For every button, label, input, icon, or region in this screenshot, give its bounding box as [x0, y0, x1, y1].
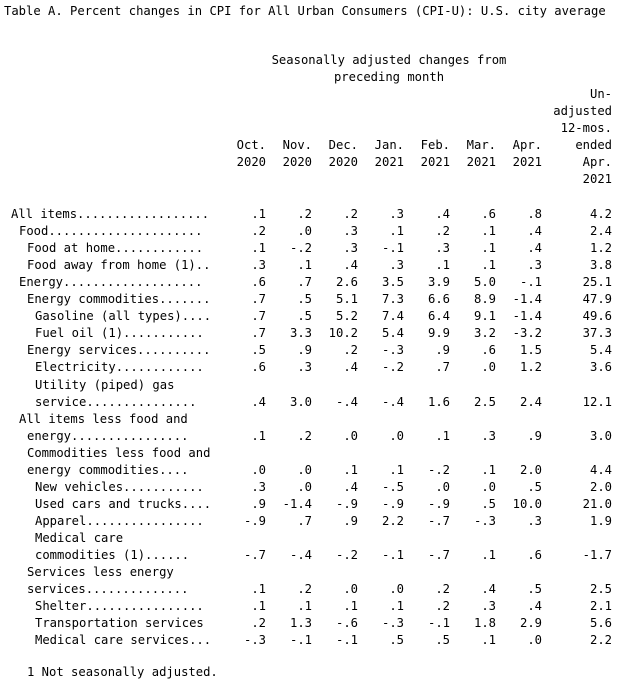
table-cell: .2 [435, 599, 450, 614]
table-cell: -.9 [243, 513, 266, 528]
table-cell: -1.7 [582, 548, 612, 562]
table-cell: 5.2 [335, 309, 358, 324]
table-cell: 37.3 [582, 326, 612, 341]
row-label: Energy commodities....... [27, 292, 211, 307]
table-cell: 2.6 [335, 275, 358, 290]
column-header-year: 2021 [466, 155, 496, 169]
table-cell: .3 [251, 479, 266, 494]
table-cell: 2.2 [381, 513, 404, 528]
table-cell: .0 [343, 582, 358, 597]
row-label: All items less food and [19, 411, 188, 426]
table-cell: .6 [481, 207, 496, 221]
table-cell: .0 [297, 479, 312, 494]
table-cell: .9 [343, 513, 358, 528]
row-label: Food away from home (1).. [27, 258, 211, 273]
table-cell: .1 [251, 599, 266, 614]
table-cell: .0 [527, 633, 542, 648]
table-cell: .2 [343, 343, 358, 358]
table-cell: 2.0 [519, 462, 542, 477]
seasonal-adjusted-header: Seasonally adjusted changes from preceding month [271, 53, 507, 84]
table-cell: .7 [251, 292, 266, 307]
table-cell: -.4 [381, 394, 404, 409]
column-header-7 [513, 137, 542, 171]
row-label: Food at home............ [27, 241, 204, 256]
table-cell: 2.0 [589, 479, 612, 494]
row-label: Used cars and trucks.... [35, 496, 212, 511]
column-header-month: Apr. [512, 138, 542, 152]
table-cell: 3.3 [289, 326, 312, 341]
table-cell: .1 [435, 428, 450, 443]
column-header-month: Jan. [374, 138, 404, 152]
table-cell: .2 [297, 582, 312, 597]
table-cell: -3.2 [512, 326, 542, 341]
table-cell: .2 [435, 224, 450, 239]
table-cell: .1 [435, 258, 450, 273]
table-cell: .4 [527, 224, 542, 239]
table-cell: 1.3 [289, 616, 312, 631]
table-cell: -.2 [335, 548, 358, 562]
table-cell: .3 [251, 258, 266, 273]
table-cell: .1 [343, 462, 358, 477]
table-cell: .4 [481, 582, 496, 597]
table-cell: -1.4 [282, 496, 312, 511]
table-cell: .1 [481, 258, 496, 273]
table-cell: .1 [343, 599, 358, 614]
column-header-year: 2020 [236, 155, 266, 169]
table-cell: -.1 [335, 633, 358, 648]
table-cell: .1 [389, 462, 404, 477]
row-label: Apparel................ [35, 513, 204, 528]
column-header-4 [375, 137, 404, 171]
table-cell: .1 [389, 224, 404, 239]
table-cell: 1.9 [589, 513, 612, 528]
table-cell: .0 [251, 462, 266, 477]
table-cell: .7 [251, 309, 266, 324]
table-cell: 7.3 [381, 292, 404, 307]
column-header-6 [467, 137, 496, 171]
table-cell: -.5 [381, 479, 404, 494]
table-cell: -.2 [289, 241, 312, 256]
row-label: energy commodities.... [27, 462, 189, 477]
column-header-unadjusted: Un- adjusted 12-mos. ended Apr. 2021 [553, 87, 612, 186]
table-cell: .3 [527, 513, 542, 528]
table-cell: 25.1 [582, 275, 612, 290]
table-cell: .1 [481, 548, 496, 562]
row-label: Shelter................ [35, 599, 204, 614]
table-cell: 1.8 [473, 616, 496, 631]
table-cell: .0 [343, 428, 358, 443]
table-cell: .2 [251, 616, 266, 631]
table-cell: -.4 [289, 548, 312, 562]
table-cell: 4.4 [589, 462, 612, 477]
table-cell: .1 [481, 462, 496, 477]
table-cell: .1 [251, 241, 266, 256]
table-cell: .0 [389, 582, 404, 597]
table-cell: .4 [343, 479, 358, 494]
table-cell: .4 [343, 258, 358, 273]
row-label: Services less energy [27, 565, 174, 580]
table-cell: 10.2 [328, 326, 358, 341]
table-cell: .2 [435, 582, 450, 597]
row-label: Food..................... [19, 224, 203, 239]
table-cell: .3 [389, 207, 404, 221]
table-cell: .9 [527, 428, 542, 443]
table-cell: .3 [527, 258, 542, 273]
row-label: Fuel oil (1)........... [35, 326, 204, 341]
table-cell: .9 [251, 496, 266, 511]
table-cell: .5 [389, 633, 404, 648]
table-cell: .5 [297, 292, 312, 307]
table-cell: .2 [343, 207, 358, 221]
table-cell: .3 [297, 360, 312, 375]
column-header-month: Mar. [466, 138, 496, 152]
table-cell: 8.9 [473, 292, 496, 307]
row-label: All items.................. [11, 207, 210, 221]
table-cell: 2.2 [589, 633, 612, 648]
table-cell: .1 [251, 428, 266, 443]
table-cell: 3.5 [381, 275, 404, 290]
table-cell: .9 [297, 343, 312, 358]
table-cell: .6 [251, 275, 266, 290]
table-cell: 3.8 [589, 258, 612, 273]
table-cell: 1.2 [589, 241, 612, 256]
column-header-1 [237, 137, 266, 171]
table-cell: .7 [297, 275, 312, 290]
row-label: Energy................... [19, 275, 203, 290]
table-cell: .7 [297, 513, 312, 528]
table-cell: .3 [389, 258, 404, 273]
row-label: New vehicles........... [35, 479, 204, 494]
column-header-year: 2020 [282, 155, 312, 169]
table-cell: .2 [297, 207, 312, 221]
table-cell: .0 [481, 479, 496, 494]
table-cell: -1.4 [512, 292, 542, 307]
table-cell: .1 [251, 582, 266, 597]
table-cell: -.1 [519, 275, 542, 290]
table-cell: -.7 [427, 548, 450, 562]
column-header-year: 2020 [328, 155, 358, 169]
table-cell: .1 [251, 207, 266, 221]
table-cell: .7 [435, 360, 450, 375]
table-cell: .3 [343, 224, 358, 239]
column-header-2 [283, 137, 312, 171]
table-cell: .1 [481, 241, 496, 256]
table-cell: -.1 [289, 633, 312, 648]
row-label: Medical care services... [35, 633, 212, 648]
table-cell: .7 [251, 326, 266, 341]
table-cell: .2 [297, 428, 312, 443]
table-cell: .4 [527, 241, 542, 256]
table-cell: .2 [251, 224, 266, 239]
table-cell: 5.4 [381, 326, 404, 341]
table-cell: .0 [481, 360, 496, 375]
table-cell: 3.0 [289, 394, 312, 409]
table-cell: 9.1 [473, 309, 496, 324]
column-header-month: Oct. [236, 138, 266, 152]
column-header-year: 2021 [420, 155, 450, 169]
table-cell: .4 [343, 360, 358, 375]
table-cell: -.7 [243, 548, 266, 562]
table-cell: 2.9 [519, 616, 542, 631]
table-cell: -1.4 [512, 309, 542, 324]
table-cell: -.6 [335, 616, 358, 631]
table-cell: 6.6 [427, 292, 450, 307]
table-cell: 3.2 [473, 326, 496, 341]
table-cell: .0 [389, 428, 404, 443]
table-cell: 5.1 [335, 292, 358, 307]
row-label: Utility (piped) gas [35, 377, 175, 392]
column-header-month: Dec. [328, 138, 358, 152]
row-label: service............... [35, 394, 197, 409]
row-label: Gasoline (all types).... [35, 309, 212, 324]
table-cell: .6 [481, 343, 496, 358]
table-cell: -.9 [335, 496, 358, 511]
table-cell: 21.0 [582, 496, 612, 511]
table-cell: .3 [343, 241, 358, 256]
table-cell: .3 [435, 241, 450, 256]
table-cell: 9.9 [427, 326, 450, 341]
table-cell: -.3 [381, 343, 404, 358]
table-cell: .5 [251, 343, 266, 358]
row-label: Transportation services [35, 616, 204, 631]
table-cell: -.9 [427, 496, 450, 511]
table-cell: .0 [435, 479, 450, 494]
column-header-3 [329, 137, 358, 171]
row-label: Electricity............ [35, 360, 204, 375]
row-label: energy................ [27, 428, 189, 443]
table-cell: 12.1 [582, 394, 612, 409]
table-cell: -.4 [335, 394, 358, 409]
table-cell: .5 [297, 309, 312, 324]
table-cell: 3.6 [589, 360, 612, 375]
column-header-year: 2021 [374, 155, 404, 169]
column-header-year: 2021 [512, 155, 542, 169]
table-cell: 5.4 [589, 343, 612, 358]
row-label: Commodities less food and [27, 445, 211, 460]
table-cell: .3 [481, 428, 496, 443]
table-cell: 2.5 [589, 582, 612, 597]
table-cell: -.3 [243, 633, 266, 648]
table-cell: .6 [527, 548, 542, 562]
table-cell: 6.4 [427, 309, 450, 324]
row-label: Medical care [35, 530, 124, 545]
table-cell: -.9 [381, 496, 404, 511]
table-cell: 2.4 [519, 394, 542, 409]
table-cell: -.1 [381, 548, 404, 562]
table-cell: .0 [297, 224, 312, 239]
table-cell: -.1 [427, 616, 450, 631]
table-cell: .1 [297, 258, 312, 273]
table-cell: .4 [435, 207, 450, 221]
table-cell: .4 [527, 599, 542, 614]
table-cell: 5.6 [589, 616, 612, 631]
row-label: commodities (1)...... [35, 548, 190, 562]
row-label: Energy services.......... [27, 343, 211, 358]
table-cell: .1 [297, 599, 312, 614]
table-cell: 49.6 [582, 309, 612, 324]
table-cell: 4.2 [589, 207, 612, 221]
table-cell: .5 [527, 479, 542, 494]
table-cell: .8 [527, 207, 542, 221]
table-cell: 1.6 [427, 394, 450, 409]
table-cell: 3.0 [589, 428, 612, 443]
table-cell: 3.9 [427, 275, 450, 290]
table-cell: .0 [297, 462, 312, 477]
table-cell: -.3 [473, 513, 496, 528]
table-cell: .4 [251, 394, 266, 409]
column-header-month: Nov. [282, 138, 312, 152]
table-cell: .3 [481, 599, 496, 614]
table-cell: 1.2 [519, 360, 542, 375]
table-cell: 10.0 [512, 496, 542, 511]
table-cell: .6 [251, 360, 266, 375]
table-cell: .1 [389, 599, 404, 614]
table-cell: 7.4 [381, 309, 404, 324]
table-cell: -.2 [427, 462, 450, 477]
row-label: services.............. [27, 582, 189, 597]
table-cell: 2.1 [589, 599, 612, 614]
column-header-5 [421, 137, 450, 171]
table-title: Table A. Percent changes in CPI for All Urban Consumers (CPI-U): U.S. city average [4, 4, 606, 18]
table-cell: .9 [435, 343, 450, 358]
table-cell: .5 [481, 496, 496, 511]
table-cell: -.3 [381, 616, 404, 631]
table-cell: 2.4 [589, 224, 612, 239]
footnote: 1 Not seasonally adjusted. [27, 665, 218, 679]
table-cell: .1 [481, 633, 496, 648]
table-cell: .1 [481, 224, 496, 239]
table-cell: 1.5 [519, 343, 542, 358]
table-cell: .5 [527, 582, 542, 597]
table-cell: -.2 [381, 360, 404, 375]
column-header-month: Feb. [420, 138, 450, 152]
table-cell: -.1 [381, 241, 404, 256]
table-cell: .5 [435, 633, 450, 648]
table-cell: 47.9 [582, 292, 612, 307]
table-cell: 5.0 [473, 275, 496, 290]
table-cell: -.7 [427, 513, 450, 528]
table-cell: 2.5 [473, 394, 496, 409]
